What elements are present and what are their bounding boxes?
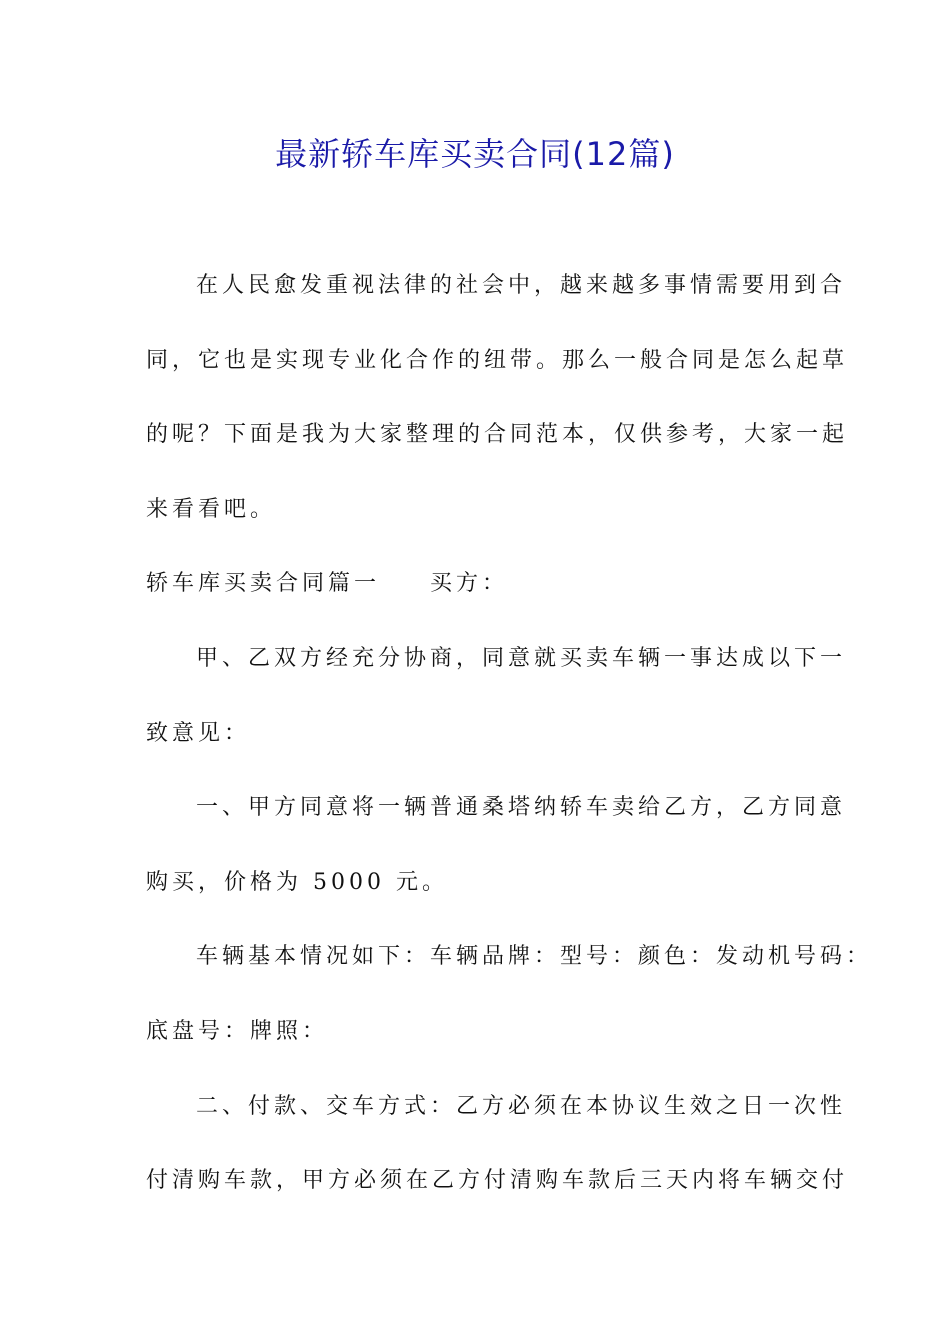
paragraph-line: 来看看吧。 <box>146 496 277 522</box>
paragraph-line: 同，它也是实现专业化合作的纽带。那么一般合同是怎么起草 <box>146 347 849 373</box>
paragraph-line: 在人民愈发重视法律的社会中，越来越多事情需要用到合 <box>196 273 847 298</box>
paragraph-line: 二、付款、交车方式：乙方必须在本协议生效之日一次性 <box>196 1093 847 1119</box>
paragraph-line: 付清购车款，甲方必须在乙方付清购车款后三天内将车辆交付 <box>146 1168 849 1194</box>
buyer-label: 买方： <box>430 571 509 597</box>
section-heading-line <box>146 556 808 631</box>
document-title: 最新轿车库买卖合同(12篇) <box>275 135 675 173</box>
paragraph-line: 致意见： <box>146 720 251 746</box>
section-heading: 轿车库买卖合同篇一 <box>146 571 381 597</box>
paragraph-line: 甲、乙双方经充分协商，同意就买卖车辆一事达成以下一 <box>196 645 847 671</box>
paragraph-line: 底盘号：牌照： <box>146 1018 329 1044</box>
paragraph-line: 车辆基本情况如下：车辆品牌：型号：颜色：发动机号码： <box>196 944 873 970</box>
paragraph-line: 一、甲方同意将一辆普通桑塔纳轿车卖给乙方，乙方同意 <box>196 795 847 821</box>
document-body <box>146 258 873 1228</box>
paragraph-line: 的呢？下面是我为大家整理的合同范本，仅供参考，大家一起 <box>146 422 849 448</box>
paragraph-line: 购买，价格为 5000 元。 <box>146 869 448 895</box>
